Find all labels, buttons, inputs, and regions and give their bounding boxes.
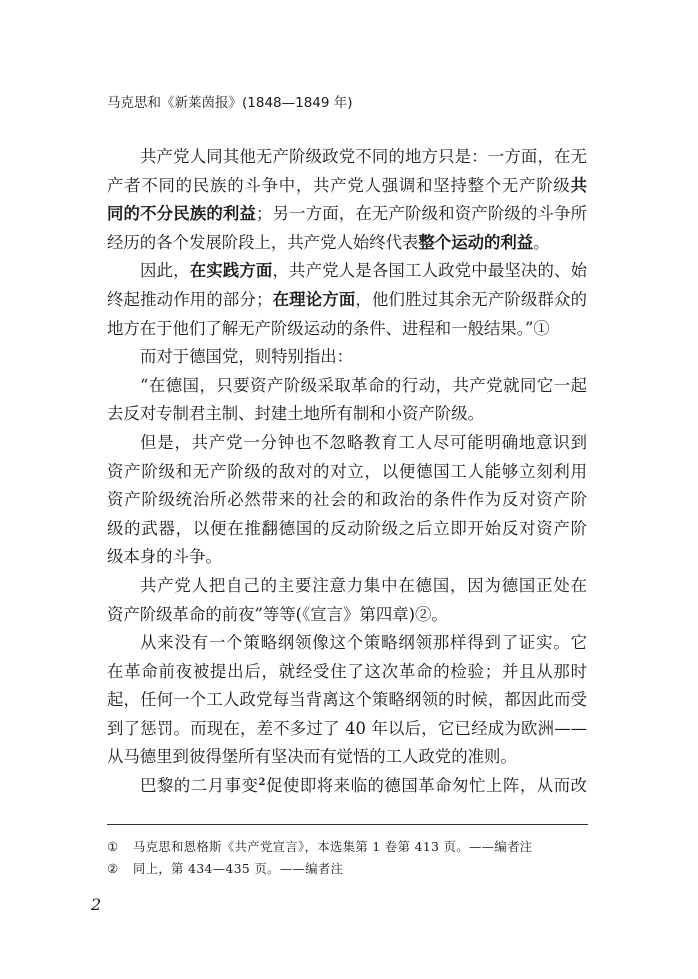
text-span: 因此， xyxy=(140,261,190,281)
text-span: 而对于德国党，则特别指出： xyxy=(140,347,354,367)
text-line xyxy=(107,629,587,658)
body-text xyxy=(107,143,587,801)
footnote-mark: ② xyxy=(107,862,119,876)
text-span: 共产党人把自己的主要注意力集中在德国，因为德国正处在 xyxy=(140,575,587,595)
text-span: 促使即将来临的德国革命匆忙上阵，从而改 xyxy=(265,776,587,796)
text-line xyxy=(107,458,587,487)
text-span: ，共产党人是各国工人政党中最坚决的、始 xyxy=(272,261,587,281)
text-span: 但是，共产党一分钟也不忽略教育工人尽可能明确地意识到 xyxy=(140,432,587,452)
footnote xyxy=(107,836,533,858)
page-number: 2 xyxy=(91,895,102,914)
footnote-text: 同上，第 434—435 页。——编者注 xyxy=(133,862,344,876)
text-span: 经历的各个发展阶段上，共产党人始终代表 xyxy=(107,232,419,252)
running-header: 马克思和《新莱茵报》(1848—1849 年) xyxy=(107,95,353,111)
text-span: 级的武器，以便在推翻德国的反动阶级之后立即开始反对资产阶 xyxy=(107,518,587,538)
text-line xyxy=(107,257,587,286)
footnote-text: 马克思和恩格斯《共产党宣言》，本选集第 1 卷第 413 页。——编者注 xyxy=(133,840,533,854)
text-span: 去反对专制君主制、封建土地所有制和小资产阶级。 xyxy=(107,404,484,424)
text-span: 资产阶级统治所必然带来的社会的和政治的条件作为反对资产阶 xyxy=(107,490,587,510)
footnotes xyxy=(107,836,533,880)
text-line xyxy=(107,343,587,372)
text-span: 终起推动作用的部分； xyxy=(107,289,273,309)
text-line xyxy=(107,315,587,344)
text-span: 。 xyxy=(533,232,550,252)
text-line xyxy=(107,286,587,315)
text-line xyxy=(107,143,587,172)
text-span: 产者不同的民族的斗争中，共产党人强调和坚持整个无产阶级 xyxy=(107,175,571,195)
bold-span: 在实践方面 xyxy=(189,261,273,281)
text-line xyxy=(107,715,587,744)
text-line xyxy=(107,200,587,229)
text-line xyxy=(107,372,587,401)
bold-span: 在理论方面 xyxy=(272,289,356,309)
bold-span: 整个运动的利益 xyxy=(418,232,534,252)
text-span: 共产党人同其他无产阶级政党不同的地方只是：一方面，在无 xyxy=(140,147,587,166)
text-line xyxy=(107,572,587,601)
text-line xyxy=(107,429,587,458)
text-span: 资产阶级和无产阶级的敌对的对立，以便德国工人能够立刻利用 xyxy=(107,461,587,481)
bold-span: 同的不分民族的利益 xyxy=(107,204,257,224)
text-span: 到了惩罚。而现在，差不多过了 40 年以后，它已经成为欧洲—— xyxy=(107,718,587,738)
text-span: “在德国，只要资产阶级采取革命的行动，共产党就同它一起 xyxy=(140,375,587,395)
text-line xyxy=(107,686,587,715)
text-line xyxy=(107,229,587,258)
text-span: 在革命前夜被提出后，就经受住了这次革命的检验；并且从那时 xyxy=(107,661,587,681)
text-line xyxy=(107,743,587,772)
text-span: 巴黎的二月事变 xyxy=(140,776,259,796)
bold-span: 共 xyxy=(570,175,587,195)
text-span: 从马德里到彼得堡所有坚决而有觉悟的工人政党的准则。 xyxy=(107,747,517,767)
footnote xyxy=(107,858,533,880)
text-span: 资产阶级革命的前夜”等等(《宣言》第四章)②。 xyxy=(107,604,448,624)
text-span: 起，任何一个工人政党每当背离这个策略纲领的时候，都因此而受 xyxy=(107,690,587,710)
text-span: 从来没有一个策略纲领像这个策略纲领那样得到了证实。它 xyxy=(140,633,587,653)
text-span: ，他们胜过其余无产阶级群众的 xyxy=(355,289,587,309)
text-span: ；另一方面，在无产阶级和资产阶级的斗争所 xyxy=(256,204,587,224)
text-line xyxy=(107,400,587,429)
text-span: 地方在于他们了解无产阶级运动的条件、进程和一般结果。”① xyxy=(107,318,550,338)
text-line xyxy=(107,601,587,630)
endnote-marker: 2 xyxy=(258,777,266,789)
text-line xyxy=(107,515,587,544)
text-line xyxy=(107,658,587,687)
text-line xyxy=(107,486,587,515)
text-line xyxy=(107,172,587,201)
text-line xyxy=(107,543,587,572)
footnote-mark: ① xyxy=(107,840,119,854)
text-span: 级本身的斗争。 xyxy=(107,547,222,567)
footnote-divider xyxy=(107,824,588,825)
text-line xyxy=(107,772,587,801)
